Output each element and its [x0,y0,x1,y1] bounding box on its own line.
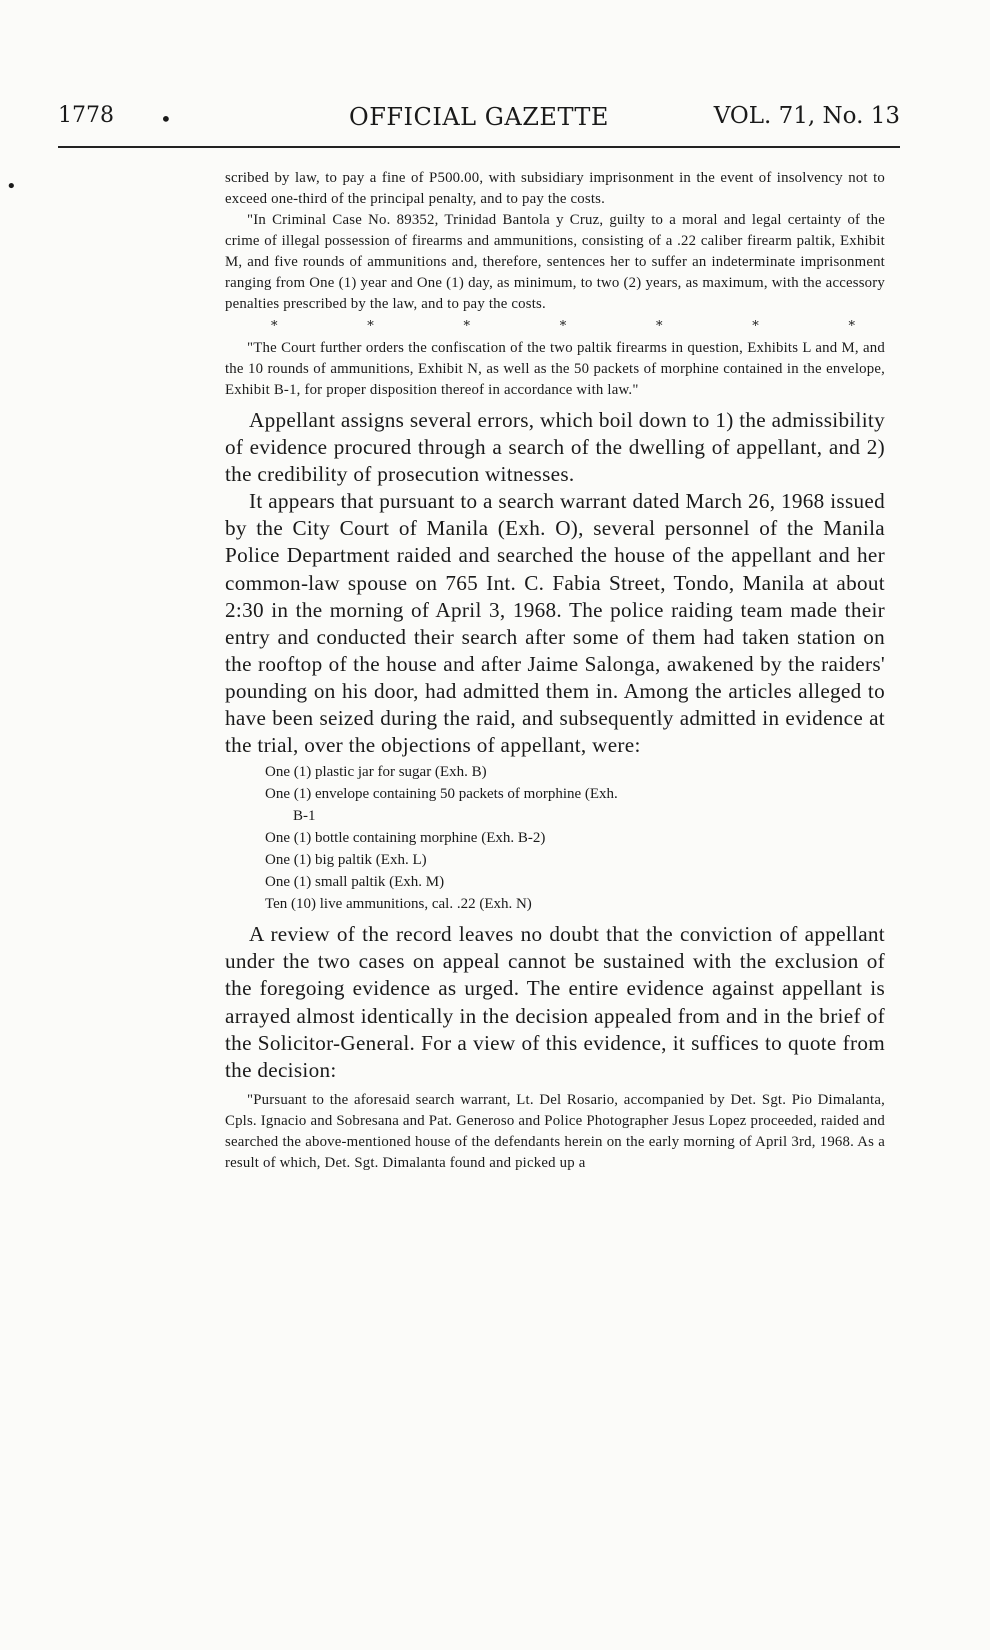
text-column [225,168,885,1174]
star: * [271,319,278,334]
quoted-paragraph-4: "Pursuant to the aforesaid search warrant, Lt. Del Rosario, accompanied by Det. Sgt. Pio Dimalanta, Cpls. Ignacio and Sobresana and Pat. Generoso and Police Photographer Jesus Lopez proceeded, raided and searched the above-mentioned house of the defendants herein on the early morning of April 3rd, 1968. As a result of which, Det. Sgt. Dimalanta found and picked up a [225,1091,885,1171]
volume-number: VOL. 71, No. 13 [713,103,900,129]
list-item: One (1) bottle containing morphine (Exh. B-2) [265,830,546,847]
body-paragraph-2: It appears that pursuant to a search warrant dated March 26, 1968 issued by the City Court of Manila (Exh. O), several personnel of the Manila Police Department raided and searched the house of the appellant and her common-law spouse on 765 Int. C. Fabia Street, Tondo, Manila at about 2:30 in the morning of April 3, 1968. The police raiding team made their entry and conducted their search after some of them had taken station on the rooftop of the house and after Jaime Salonga, awakened by the raiders' pounding on his door, had admitted them in. Among the articles alleged to have been seized during the raid, and subsequently admitted in evidence at the trial, over the objections of appellant, were: [225,489,885,758]
list-item: One (1) envelope containing 50 packets of morphine (Exh. [265,786,618,803]
publication-title: OFFICIAL GAZETTE [349,103,609,131]
star: * [559,319,567,334]
list-item: Ten (10) live ammunitions, cal. .22 (Exh. N) [265,896,532,913]
page-number: 1778 [58,103,114,128]
evidence-list [265,761,885,915]
body-paragraph-1: Appellant assigns several errors, which boil down to 1) the admissibility of evidence procured through a search of the dwelling of appellant, and 2) the credibility of prosecution witnesses. [225,408,885,487]
quoted-paragraph-3: "The Court further orders the confiscation of the two paltik firearms in question, Exhibits L and M, and the 10 rounds of ammunitions, Exhibit N, as well as the 50 packets of morphine contained in the envelope, Exhibit B-1, for proper disposition thereof in accordance with law." [225,340,885,398]
ellipsis-stars [225,315,885,338]
list-item: One (1) big paltik (Exh. L) [265,852,427,869]
star: * [656,319,663,334]
list-item: One (1) small paltik (Exh. M) [265,874,445,891]
margin-mark: • [6,176,17,197]
list-item: One (1) plastic jar for sugar (Exh. B) [265,764,487,781]
star: * [367,319,374,334]
quoted-paragraph-1: scribed by law, to pay a fine of P500.00, with subsidiary imprisonment in the event of insolvency not to exceed one-third of the principal penalty, and to pay the costs. [225,170,885,207]
header-rule [58,146,900,148]
star: * [463,319,470,334]
page-header [58,103,900,137]
body-paragraph-3: A review of the record leaves no doubt that the conviction of appellant under the two cases on appeal cannot be sustained with the exclusion of the foregoing evidence as urged. The entire evidence against appellant is arrayed almost identically in the decision appealed from and in the brief of the Solicitor-General. For a view of this evidence, it suffices to quote from the decision: [225,922,885,1082]
list-item-continuation: B-1 [293,808,316,825]
star: * [752,319,759,334]
header-bullet: • [160,107,172,131]
star: * [848,319,855,334]
quoted-paragraph-2: "In Criminal Case No. 89352, Trinidad Bantola y Cruz, guilty to a moral and legal certainty of the crime of illegal possession of firearms and ammunitions, consisting of a .22 caliber firearm paltik, Exhibit M, and five rounds of ammunitions and, therefore, sentences her to suffer an indeterminate imprisonment ranging from One (1) year and One (1) day, as minimum, to two (2) years, as maximum, with the accessory penalties prescribed by the law, and to pay the costs. [225,212,885,312]
